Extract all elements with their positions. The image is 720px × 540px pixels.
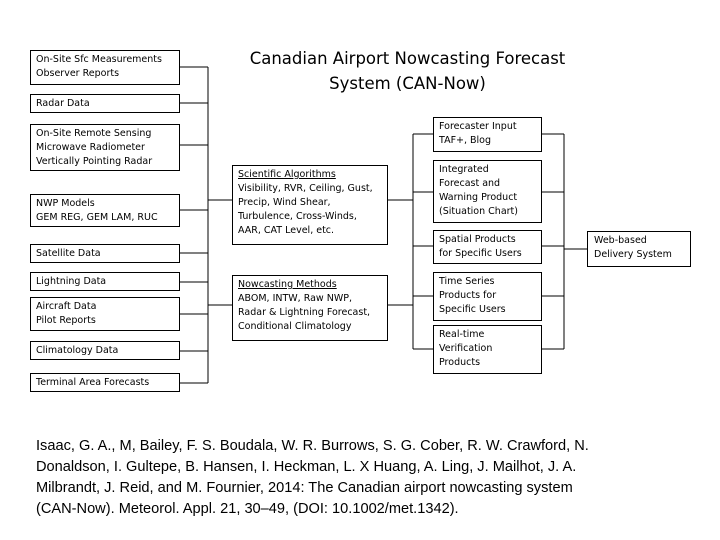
input-lightning-data: Lightning Data <box>30 272 180 291</box>
input-terminal-area-forecasts: Terminal Area Forecasts <box>30 373 180 392</box>
title-line: Canadian Airport Nowcasting Forecast <box>249 49 566 68</box>
output-spatial-products: Spatial Products for Specific Users <box>433 230 542 264</box>
citation-line: Isaac, G. A., M, Bailey, F. S. Boudala, W. R. Burrows, S. G. Cober, R. W. Crawford, N. <box>36 438 589 454</box>
citation-line: Donaldson, I. Gultepe, B. Hansen, I. Heckman, L. X Huang, A. Ling, J. Mailhot, J. A. <box>36 459 577 475</box>
diagram-title <box>220 46 595 96</box>
input-satellite-data: Satellite Data <box>30 244 180 263</box>
nowcasting-methods-box: Nowcasting Methods ABOM, INTW, Raw NWP, Radar & Lightning Forecast, Conditional Climatology <box>232 275 388 341</box>
input-nwp-models: NWP Models GEM REG, GEM LAM, RUC <box>30 194 180 227</box>
citation-line: (CAN-Now). Meteorol. Appl. 21, 30–49, (DOI: 10.1002/met.1342). <box>36 501 459 517</box>
input-onsite-remote-sensing: On-Site Remote Sensing Microwave Radiometer Vertically Pointing Radar <box>30 124 180 171</box>
output-real-time-verification: Real-time Verification Products <box>433 325 542 374</box>
scientific-algorithms-box: Scientific Algorithms Visibility, RVR, Ceiling, Gust, Precip, Wind Shear, Turbulence, Cross-Winds, AAR, CAT Level, etc. <box>232 165 388 245</box>
output-integrated-forecast: Integrated Forecast and Warning Product (Situation Chart) <box>433 160 542 223</box>
citation-line: Milbrandt, J. Reid, and M. Fournier, 2014: The Canadian airport nowcasting system <box>36 480 573 496</box>
citation-text <box>36 436 696 520</box>
output-time-series-products: Time Series Products for Specific Users <box>433 272 542 321</box>
input-onsite-sfc-measurements: On-Site Sfc Measurements Observer Reports <box>30 50 180 85</box>
title-line: System (CAN-Now) <box>329 74 486 93</box>
input-climatology-data: Climatology Data <box>30 341 180 360</box>
output-forecaster-input: Forecaster Input TAF+, Blog <box>433 117 542 152</box>
input-radar-data: Radar Data <box>30 94 180 113</box>
web-delivery-system-box: Web-based Delivery System <box>587 231 691 267</box>
input-aircraft-data: Aircraft Data Pilot Reports <box>30 297 180 331</box>
